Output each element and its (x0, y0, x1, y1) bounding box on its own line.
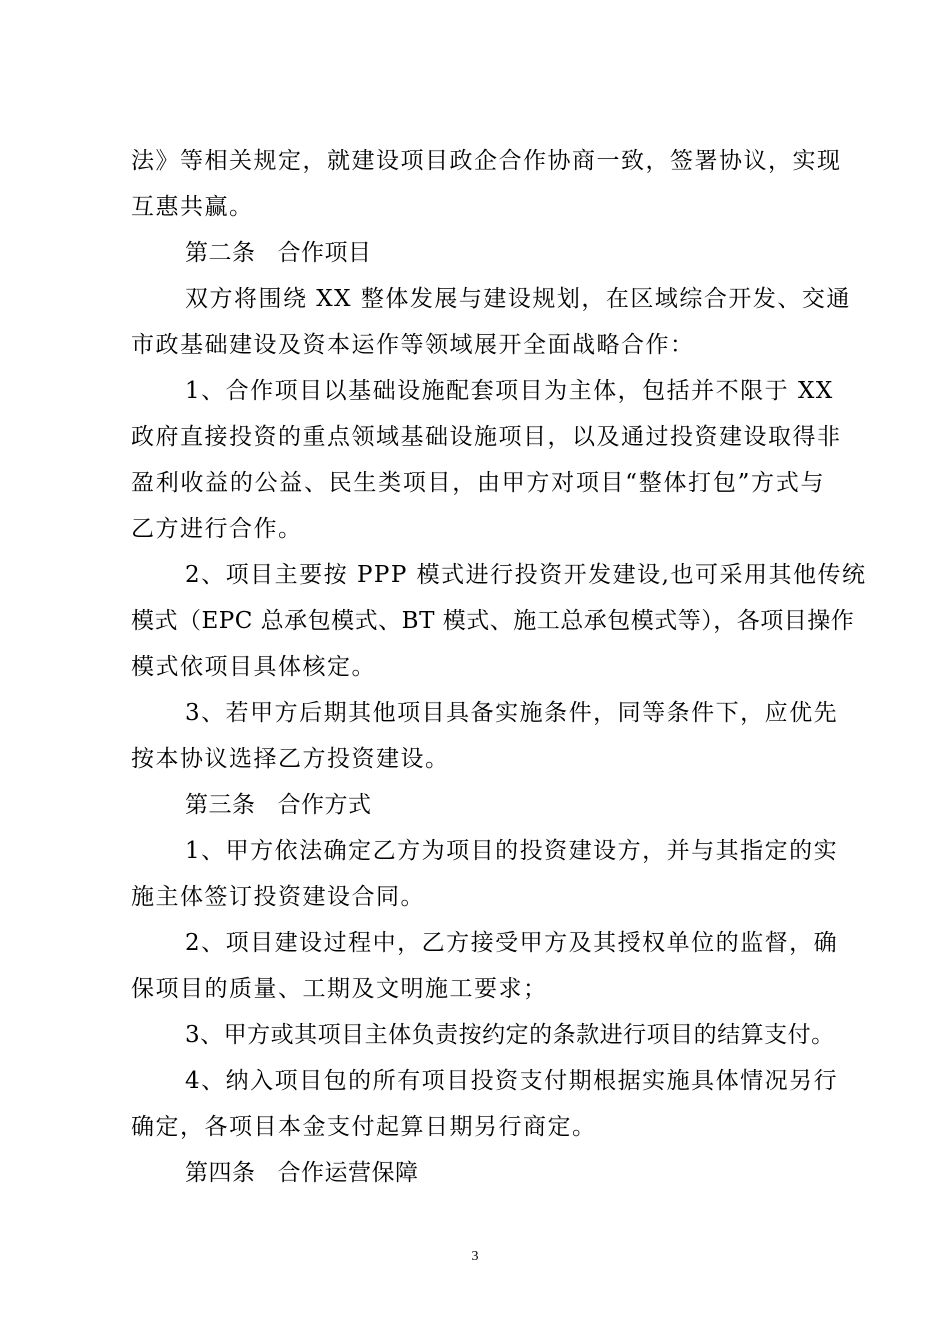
paragraph-line: 模式（EPC 总承包模式、BT 模式、施工总承包模式等），各项目操作 (131, 608, 855, 634)
paragraph-line: 按本协议选择乙方投资建设。 (131, 746, 450, 772)
article-number: 第四条 (185, 1160, 256, 1186)
article-title: 合作方式 (277, 792, 372, 818)
paragraph-line: 1、甲方依法确定乙方为项目的投资建设方，并与其指定的实 (185, 838, 839, 864)
page-number: 3 (471, 1249, 479, 1264)
paragraph-line: 3、若甲方后期其他项目具备实施条件，同等条件下，应优先 (185, 700, 839, 726)
paragraph-line: 政府直接投资的重点领域基础设施项目，以及通过投资建设取得非 (131, 424, 842, 450)
paragraph-line: 模式依项目具体核定。 (131, 654, 376, 680)
paragraph-line: 双方将围绕 XX 整体发展与建设规划，在区域综合开发、交通 (185, 286, 851, 312)
article-heading-3 (185, 790, 372, 820)
paragraph-line: 3、甲方或其项目主体负责按约定的条款进行项目的结算支付。 (185, 1022, 835, 1048)
paragraph-line: 2、项目主要按 PPP 模式进行投资开发建设,也可采用其他传统 (185, 562, 867, 588)
paragraph-line: 确定，各项目本金支付起算日期另行商定。 (131, 1114, 597, 1140)
paragraph-line: 法》等相关规定，就建设项目政企合作协商一致，签署协议，实现 (131, 148, 842, 174)
article-title: 合作项目 (277, 240, 372, 266)
article-number: 第二条 (185, 240, 256, 266)
paragraph-line: 盈利收益的公益、民生类项目，由甲方对项目“整体打包”方式与 (131, 470, 825, 496)
paragraph-line: 1、合作项目以基础设施配套项目为主体，包括并不限于 XX (185, 378, 834, 404)
paragraph-line: 互惠共赢。 (131, 194, 254, 220)
article-heading-4 (185, 1158, 419, 1188)
paragraph-line: 乙方进行合作。 (131, 516, 303, 542)
article-number: 第三条 (185, 792, 256, 818)
paragraph-line: 4、纳入项目包的所有项目投资支付期根据实施具体情况另行 (185, 1068, 839, 1094)
paragraph-line: 保项目的质量、工期及文明施工要求； (131, 976, 548, 1002)
paragraph-line: 2、项目建设过程中，乙方接受甲方及其授权单位的监督，确 (185, 930, 839, 956)
paragraph-line: 施主体签订投资建设合同。 (131, 884, 425, 910)
article-heading-2 (185, 238, 372, 268)
article-title: 合作运营保障 (277, 1160, 419, 1186)
paragraph-line: 市政基础建设及资本运作等领域展开全面战略合作： (131, 332, 695, 358)
